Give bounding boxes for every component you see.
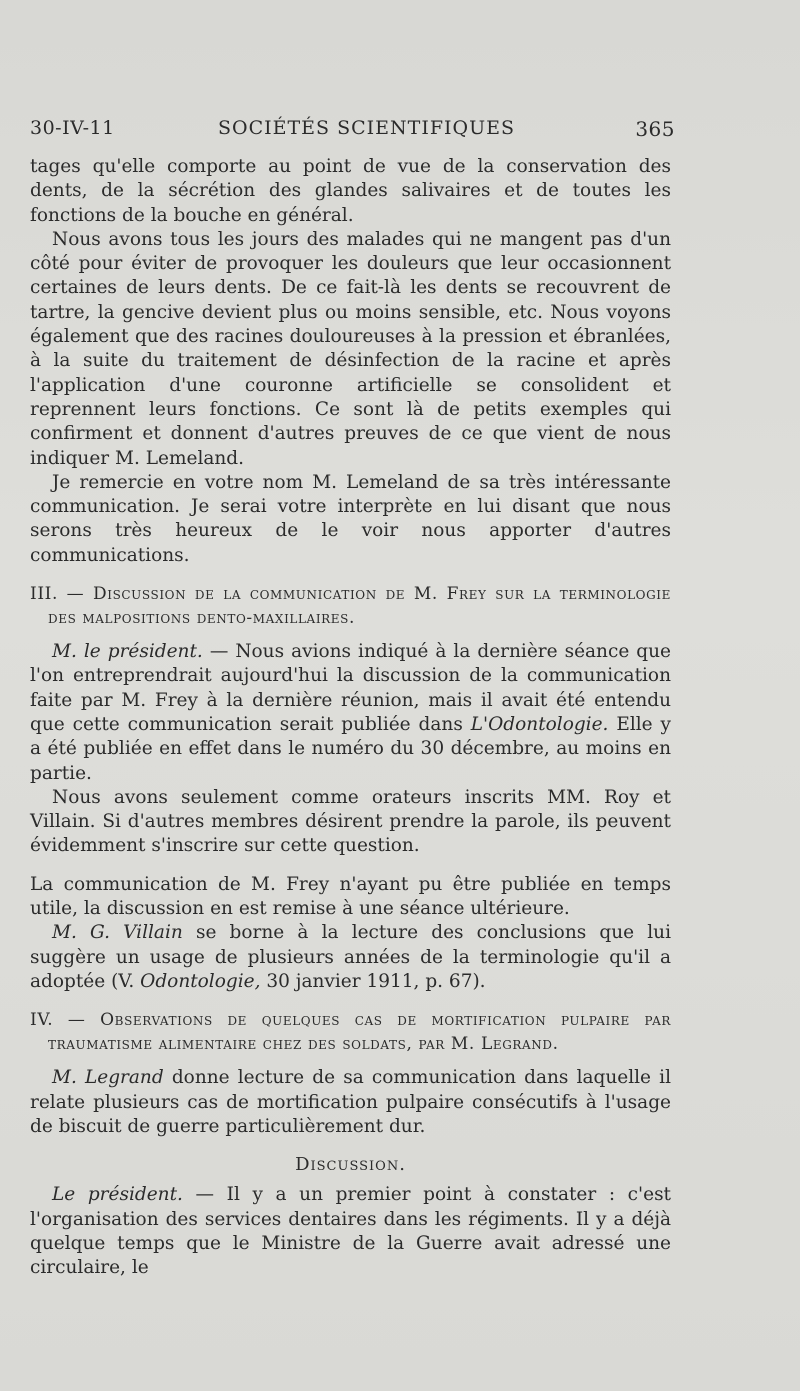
paragraph: Le président. — Il y a un premier point à constater : c'est l'organisation des services dentaires dans les régiments. Il y a déjà quelque temps que le Ministre de la Guerre avait adressé une circulaire, le (30, 1184, 671, 1279)
speaker-name: Le président. (52, 1184, 183, 1206)
paragraph: Nous avons seulement comme orateurs inscrits MM. Roy et Villain. Si d'autres membres désirent prendre la parole, ils peuvent évidemment s'inscrire sur cette question. (30, 786, 671, 857)
speaker-name: M. le président. (52, 641, 203, 663)
paragraph-continuation: tages qu'elle comporte au point de vue de la conservation des dents, de la sécrétion des glandes salivaires et de toutes les fonctions de la bouche en général. (30, 156, 671, 226)
paragraph: M. le président. — Nous avions indiqué à la dernière séance que l'on entreprendrait aujourd'hui la discussion de la communication faite par M. Frey à la dernière réunion, mais il avait été entendu que cette communication serait publiée dans L'Odontologie. Elle y a été publiée en effet dans le numéro du 30 décembre, au moins en partie. (30, 641, 672, 784)
running-head (30, 117, 675, 147)
running-head-date: 30-IV-11 (30, 117, 115, 139)
body-text (30, 155, 671, 1281)
paragraph: Je remercie en votre nom M. Lemeland de sa très intéressante communication. Je serai votre interprète en lui disant que nous serons très heureux de le voir nous apporter d'autres communications. (30, 471, 671, 566)
paragraph: M. G. Villain se borne à la lecture des conclusions que lui suggère un usage de plusieurs années de la terminologie qu'il a adoptée (V. Odontologie, 30 janvier 1911, p. 67). (30, 922, 672, 992)
section-heading-iii: III. — Discussion de la communication de M. Frey sur la terminologie des malpositions dento-maxillaires. (30, 584, 671, 629)
paragraph: M. Legrand donne lecture de sa communication dans laquelle il relate plusieurs cas de mortification pulpaire consécutifs à l'usage de biscuit de guerre particulièrement dur. (30, 1067, 671, 1137)
speaker-name: M. Legrand (52, 1067, 164, 1089)
journal-title: L'Odontologie. (470, 713, 609, 735)
section-heading-iv: IV. — Observations de quelques cas de mortification pulpaire par traumatisme alimentaire chez des soldats, par M. Legrand. (30, 1010, 671, 1055)
page-number: 365 (635, 117, 675, 141)
running-head-title: SOCIÉTÉS SCIENTIFIQUES (218, 117, 515, 139)
journal-title: Odontologie, (140, 970, 261, 992)
paragraph: Nous avons tous les jours des malades qui ne mangent pas d'un côté pour éviter de provoquer les douleurs que leur occasionnent certaines de leurs dents. De ce fait-là les dents se recouvrent de tartre, la gencive devient plus ou moins sensible, etc. Nous voyons également que des racines douloureuses à la pression et ébranlées, à la suite du traitement de désinfection de la racine et après l'application d'une couronne artificielle se consolident et reprennent leurs fonctions. Ce sont là de petits exemples qui confirment et donnent d'autres preuves de ce que vient de nous indiquer M. Lemeland. (30, 228, 671, 469)
paragraph: La communication de M. Frey n'ayant pu être publiée en temps utile, la discussion en est remise à une séance ultérieure. (30, 873, 671, 920)
discussion-title: Discussion. (295, 1154, 406, 1176)
speaker-name: M. G. Villain (52, 922, 183, 944)
